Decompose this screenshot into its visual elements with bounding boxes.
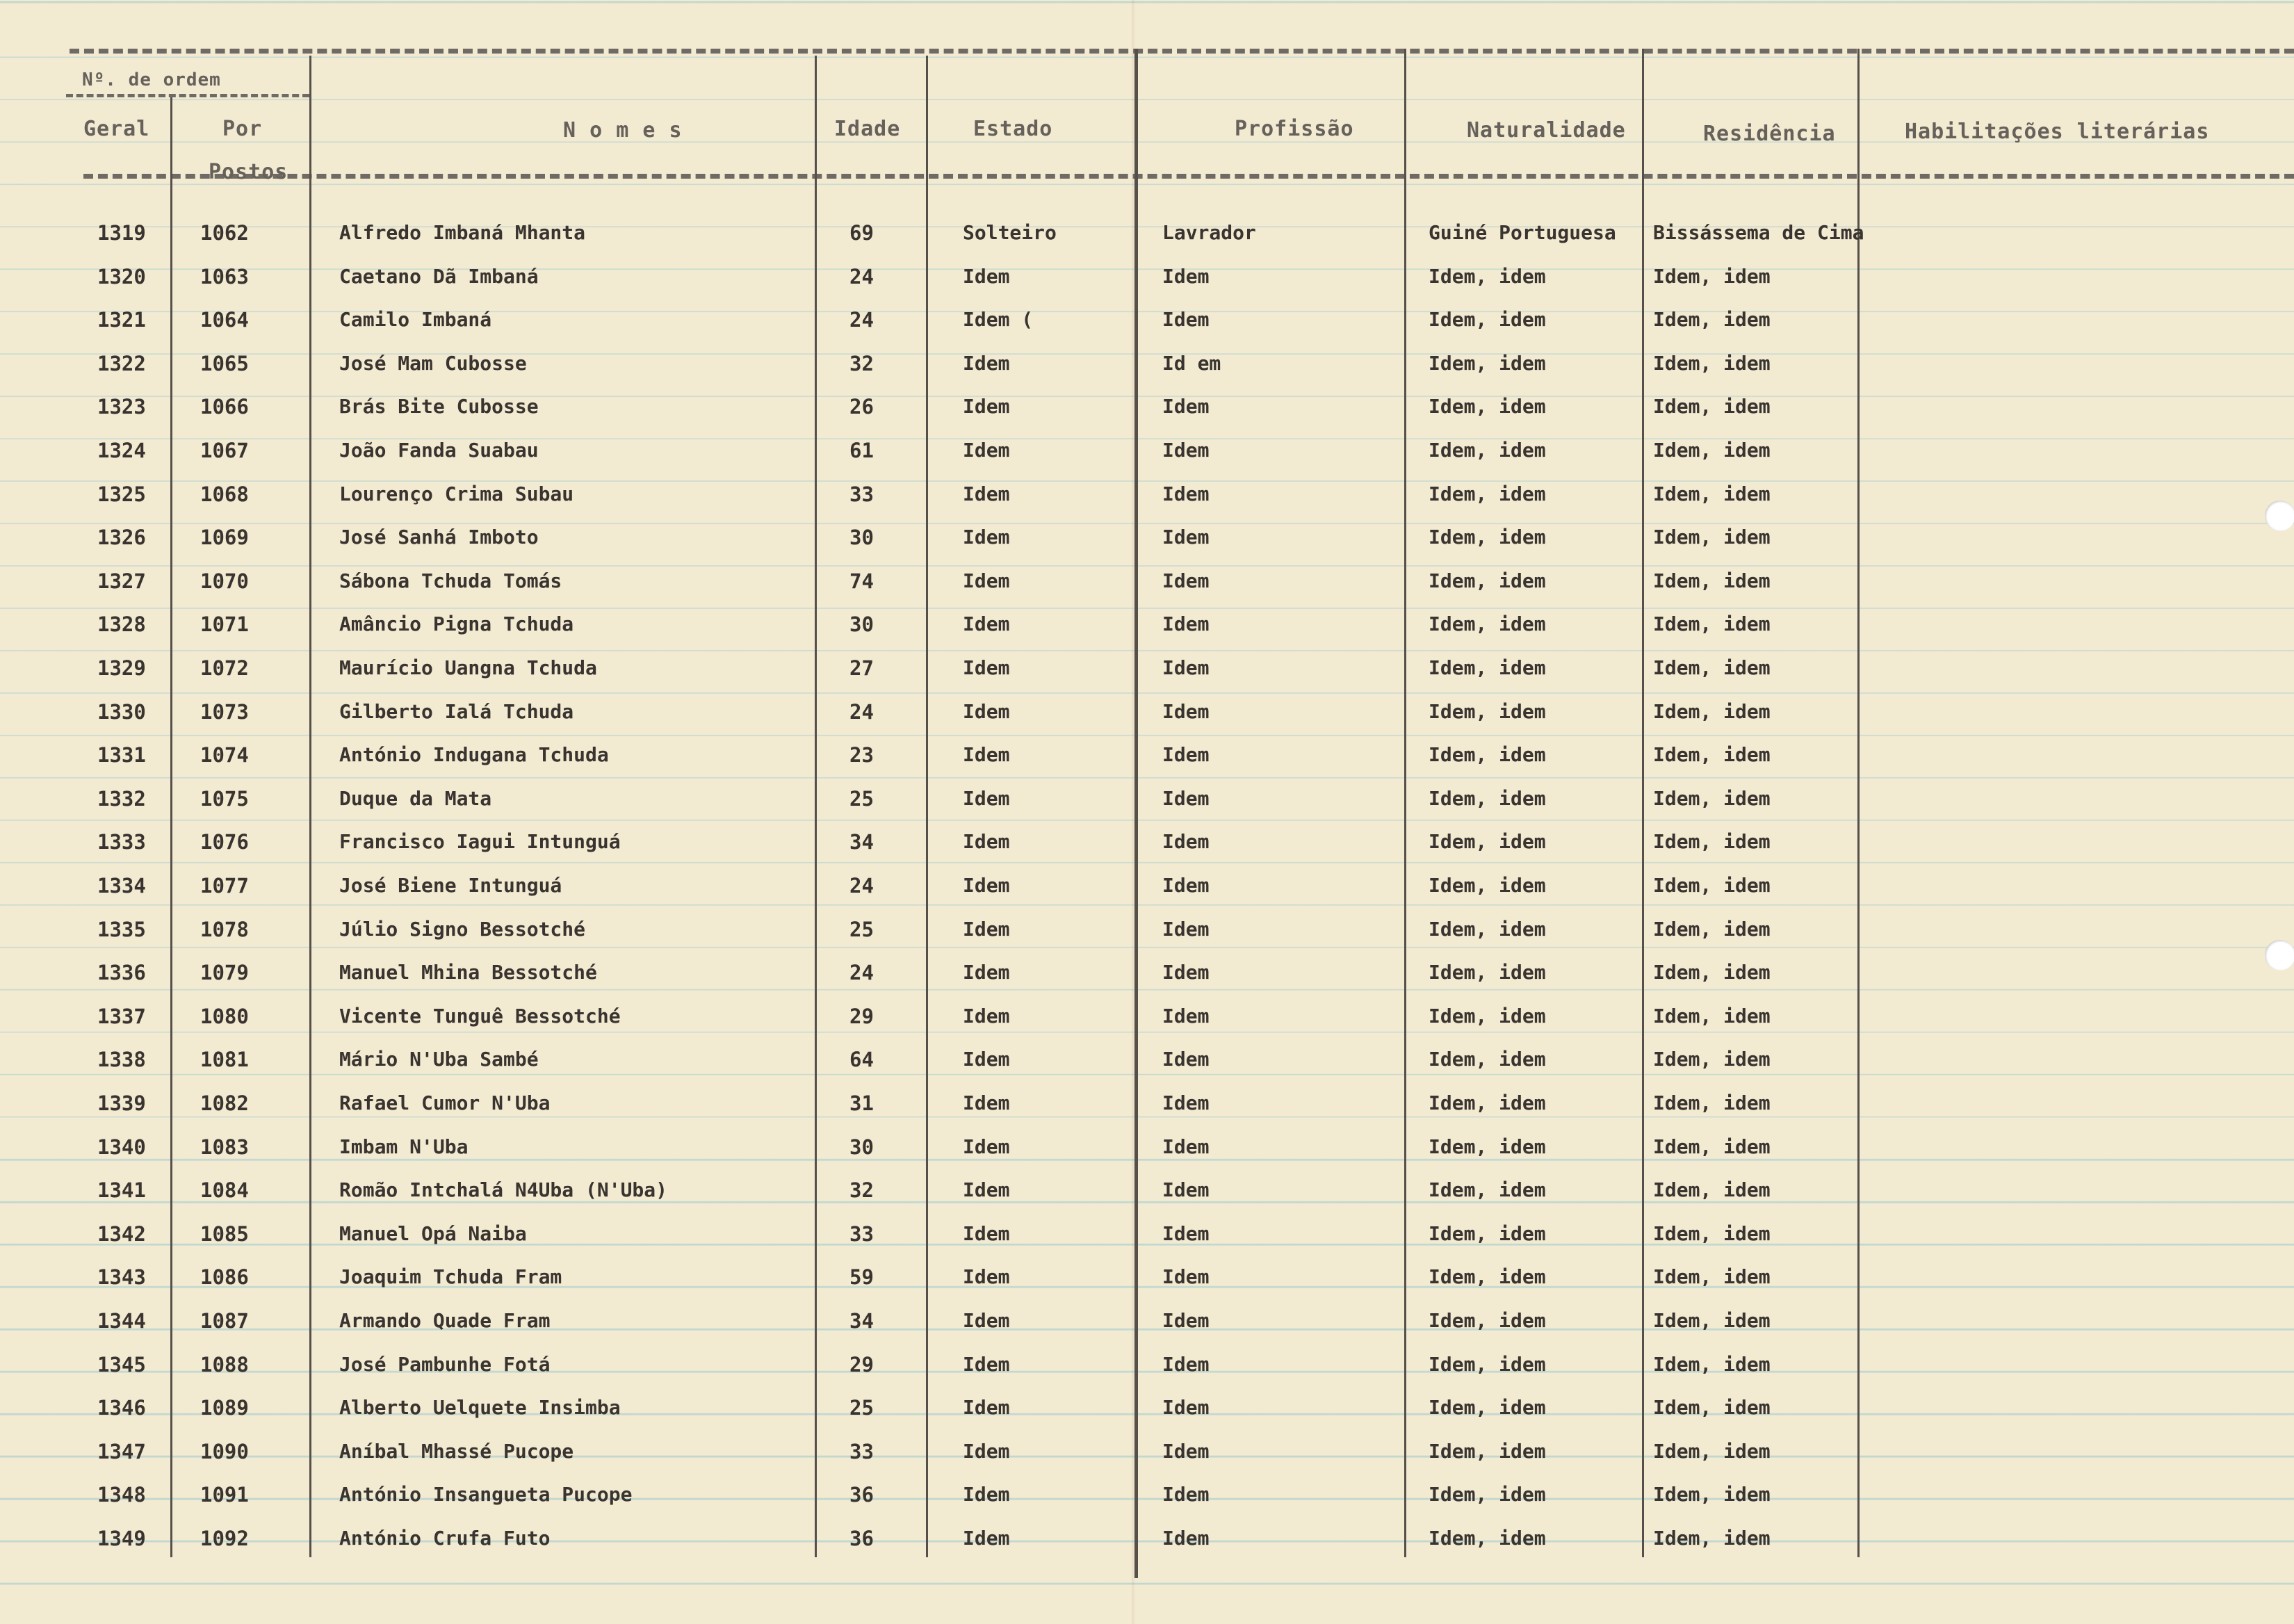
row-postos: 1067: [200, 439, 249, 462]
row-geral: 1342: [97, 1222, 146, 1246]
row-nome: José Biene Intunguá: [339, 874, 562, 897]
row-naturalidade: Guiné Portuguesa: [1429, 221, 1616, 244]
row-naturalidade: Idem, idem: [1429, 1091, 1546, 1114]
header-residencia: Residência: [1703, 122, 1836, 146]
row-geral: 1322: [97, 352, 146, 375]
row-profissao: Idem: [1162, 569, 1210, 592]
row-nome: Duque da Mata: [339, 787, 492, 810]
top-rule: [70, 49, 2294, 54]
row-nome: João Fanda Suabau: [339, 439, 539, 462]
row-profissao: Idem: [1162, 308, 1210, 331]
row-idade: 26: [849, 395, 874, 419]
row-estado: Idem: [963, 352, 1010, 375]
row-idade: 33: [849, 1440, 874, 1463]
row-residencia: Idem, idem: [1653, 612, 1771, 635]
row-nome: Mário N'Uba Sambé: [339, 1048, 539, 1071]
row-idade: 34: [849, 830, 874, 854]
row-estado: Idem: [963, 1135, 1010, 1158]
row-geral: 1333: [97, 830, 146, 854]
row-postos: 1085: [200, 1222, 249, 1246]
row-estado: Idem: [963, 1091, 1010, 1114]
row-naturalidade: Idem, idem: [1429, 1265, 1546, 1288]
row-nome: Alfredo Imbaná Mhanta: [339, 221, 586, 244]
row-geral: 1343: [97, 1265, 146, 1289]
row-idade: 24: [849, 265, 874, 289]
row-idade: 33: [849, 482, 874, 506]
row-postos: 1078: [200, 918, 249, 941]
row-profissao: Idem: [1162, 874, 1210, 897]
row-profissao: Idem: [1162, 1309, 1210, 1332]
row-estado: Idem: [963, 526, 1010, 549]
row-naturalidade: Idem, idem: [1429, 1135, 1546, 1158]
row-naturalidade: Idem, idem: [1429, 1440, 1546, 1463]
column-rule: [170, 97, 172, 1557]
row-estado: Idem: [963, 569, 1010, 592]
row-geral: 1321: [97, 308, 146, 332]
row-naturalidade: Idem, idem: [1429, 1396, 1546, 1419]
row-idade: 34: [849, 1309, 874, 1333]
header-bottom-rule: [83, 174, 2294, 179]
column-rule: [1642, 49, 1644, 1557]
row-profissao: Idem: [1162, 1353, 1210, 1376]
row-profissao: Idem: [1162, 1178, 1210, 1201]
row-profissao: Idem: [1162, 1265, 1210, 1288]
row-postos: 1091: [200, 1483, 249, 1507]
row-geral: 1330: [97, 700, 146, 724]
row-idade: 36: [849, 1483, 874, 1507]
row-idade: 29: [849, 1005, 874, 1028]
row-residencia: Idem, idem: [1653, 439, 1771, 462]
row-estado: Idem: [963, 1265, 1010, 1288]
row-residencia: Idem, idem: [1653, 743, 1771, 766]
row-naturalidade: Idem, idem: [1429, 1178, 1546, 1201]
header-por: Por: [222, 117, 263, 141]
row-residencia: Idem, idem: [1653, 1265, 1771, 1288]
row-profissao: Idem: [1162, 700, 1210, 723]
row-naturalidade: Idem, idem: [1429, 1483, 1546, 1506]
row-profissao: Idem: [1162, 656, 1210, 679]
row-estado: Idem: [963, 1178, 1010, 1201]
row-nome: Alberto Uelquete Insimba: [339, 1396, 621, 1419]
row-nome: Gilberto Ialá Tchuda: [339, 700, 574, 723]
row-idade: 30: [849, 526, 874, 549]
row-residencia: Idem, idem: [1653, 1048, 1771, 1071]
row-naturalidade: Idem, idem: [1429, 1048, 1546, 1071]
row-residencia: Idem, idem: [1653, 1483, 1771, 1506]
row-geral: 1323: [97, 395, 146, 419]
row-postos: 1083: [200, 1135, 249, 1159]
row-idade: 30: [849, 1135, 874, 1159]
row-nome: Júlio Signo Bessotché: [339, 918, 586, 941]
row-naturalidade: Idem, idem: [1429, 352, 1546, 375]
row-estado: Idem: [963, 830, 1010, 853]
row-estado: Idem: [963, 743, 1010, 766]
row-profissao: Idem: [1162, 1135, 1210, 1158]
row-estado: Idem: [963, 700, 1010, 723]
row-postos: 1089: [200, 1396, 249, 1420]
row-idade: 36: [849, 1527, 874, 1550]
row-naturalidade: Idem, idem: [1429, 787, 1546, 810]
row-nome: José Pambunhe Fotá: [339, 1353, 551, 1376]
row-profissao: Idem: [1162, 526, 1210, 549]
row-idade: 32: [849, 1178, 874, 1202]
row-residencia: Idem, idem: [1653, 787, 1771, 810]
row-profissao: Idem: [1162, 1483, 1210, 1506]
row-residencia: Idem, idem: [1653, 918, 1771, 941]
row-estado: Idem: [963, 1353, 1010, 1376]
row-postos: 1065: [200, 352, 249, 375]
row-nome: Vicente Tunguê Bessotché: [339, 1005, 621, 1028]
row-profissao: Idem: [1162, 395, 1210, 418]
row-postos: 1092: [200, 1527, 249, 1550]
row-geral: 1326: [97, 526, 146, 549]
row-nome: Caetano Dã Imbaná: [339, 265, 539, 288]
row-geral: 1348: [97, 1483, 146, 1507]
column-rule: [309, 56, 311, 1557]
row-profissao: Idem: [1162, 1091, 1210, 1114]
header-estado: Estado: [973, 117, 1053, 141]
row-naturalidade: Idem, idem: [1429, 482, 1546, 505]
row-geral: 1332: [97, 787, 146, 811]
row-postos: 1069: [200, 526, 249, 549]
row-postos: 1082: [200, 1091, 249, 1115]
column-rule: [926, 56, 928, 1557]
header-postos: Postos: [209, 160, 288, 184]
row-nome: António Indugana Tchuda: [339, 743, 609, 766]
row-estado: Idem: [963, 265, 1010, 288]
row-residencia: Idem, idem: [1653, 308, 1771, 331]
row-postos: 1063: [200, 265, 249, 289]
row-postos: 1064: [200, 308, 249, 332]
row-profissao: Idem: [1162, 830, 1210, 853]
row-profissao: Idem: [1162, 1396, 1210, 1419]
row-nome: Armando Quade Fram: [339, 1309, 551, 1332]
row-geral: 1349: [97, 1527, 146, 1550]
row-postos: 1062: [200, 221, 249, 245]
row-residencia: Idem, idem: [1653, 1396, 1771, 1419]
row-profissao: Idem: [1162, 1527, 1210, 1550]
row-estado: Idem: [963, 1309, 1010, 1332]
row-postos: 1077: [200, 874, 249, 898]
row-residencia: Idem, idem: [1653, 482, 1771, 505]
row-estado: Idem: [963, 482, 1010, 505]
row-nome: António Crufa Futo: [339, 1527, 551, 1550]
row-nome: Sábona Tchuda Tomás: [339, 569, 562, 592]
row-estado: Idem: [963, 395, 1010, 418]
row-geral: 1338: [97, 1048, 146, 1071]
row-idade: 59: [849, 1265, 874, 1289]
row-residencia: Idem, idem: [1653, 1527, 1771, 1550]
row-geral: 1325: [97, 482, 146, 506]
row-nome: Maurício Uangna Tchuda: [339, 656, 597, 679]
row-nome: José Sanhá Imboto: [339, 526, 539, 549]
row-residencia: Idem, idem: [1653, 1353, 1771, 1376]
row-profissao: Idem: [1162, 918, 1210, 941]
column-rule: [1134, 49, 1138, 1578]
row-estado: Idem: [963, 1222, 1010, 1245]
row-postos: 1068: [200, 482, 249, 506]
row-estado: Idem: [963, 1440, 1010, 1463]
order-group-rule: [66, 94, 309, 97]
row-nome: Manuel Opá Naiba: [339, 1222, 527, 1245]
row-residencia: Idem, idem: [1653, 569, 1771, 592]
row-postos: 1072: [200, 656, 249, 680]
row-naturalidade: Idem, idem: [1429, 395, 1546, 418]
row-profissao: Idem: [1162, 743, 1210, 766]
row-nome: Camilo Imbaná: [339, 308, 492, 331]
row-estado: Idem: [963, 1483, 1010, 1506]
row-idade: 25: [849, 918, 874, 941]
row-residencia: Idem, idem: [1653, 961, 1771, 984]
header-geral: Geral: [83, 117, 150, 141]
row-idade: 25: [849, 787, 874, 811]
row-naturalidade: Idem, idem: [1429, 918, 1546, 941]
row-profissao: Lavrador: [1162, 221, 1256, 244]
row-geral: 1340: [97, 1135, 146, 1159]
header-order-number: Nº. de ordem: [82, 70, 221, 90]
row-nome: Amâncio Pigna Tchuda: [339, 612, 574, 635]
row-naturalidade: Idem, idem: [1429, 1005, 1546, 1028]
row-estado: Idem: [963, 1396, 1010, 1419]
row-naturalidade: Idem, idem: [1429, 439, 1546, 462]
row-residencia: Idem, idem: [1653, 1135, 1771, 1158]
row-postos: 1080: [200, 1005, 249, 1028]
row-idade: 61: [849, 439, 874, 462]
row-profissao: Id em: [1162, 352, 1221, 375]
row-geral: 1319: [97, 221, 146, 245]
row-residencia: Idem, idem: [1653, 265, 1771, 288]
row-naturalidade: Idem, idem: [1429, 656, 1546, 679]
row-postos: 1084: [200, 1178, 249, 1202]
row-residencia: Idem, idem: [1653, 700, 1771, 723]
row-estado: Solteiro: [963, 221, 1057, 244]
row-geral: 1328: [97, 612, 146, 636]
punch-hole: [2265, 940, 2294, 971]
row-postos: 1076: [200, 830, 249, 854]
header-naturalidade: Naturalidade: [1467, 118, 1626, 143]
row-idade: 25: [849, 1396, 874, 1420]
row-idade: 29: [849, 1353, 874, 1377]
row-geral: 1329: [97, 656, 146, 680]
row-postos: 1088: [200, 1353, 249, 1377]
row-residencia: Idem, idem: [1653, 874, 1771, 897]
row-naturalidade: Idem, idem: [1429, 265, 1546, 288]
row-estado: Idem: [963, 874, 1010, 897]
header-nomes: N o m e s: [563, 118, 683, 143]
header-habilitacoes: Habilitações literárias: [1905, 120, 2210, 144]
row-geral: 1320: [97, 265, 146, 289]
row-profissao: Idem: [1162, 612, 1210, 635]
row-residencia: Idem, idem: [1653, 1091, 1771, 1114]
row-geral: 1339: [97, 1091, 146, 1115]
row-naturalidade: Idem, idem: [1429, 1222, 1546, 1245]
row-postos: 1079: [200, 961, 249, 984]
row-nome: Manuel Mhina Bessotché: [339, 961, 597, 984]
row-geral: 1327: [97, 569, 146, 593]
row-geral: 1331: [97, 743, 146, 767]
row-idade: 33: [849, 1222, 874, 1246]
row-postos: 1073: [200, 700, 249, 724]
row-postos: 1070: [200, 569, 249, 593]
row-residencia: Idem, idem: [1653, 526, 1771, 549]
row-naturalidade: Idem, idem: [1429, 700, 1546, 723]
row-profissao: Idem: [1162, 787, 1210, 810]
row-nome: António Insangueta Pucope: [339, 1483, 633, 1506]
row-idade: 23: [849, 743, 874, 767]
row-idade: 32: [849, 352, 874, 375]
row-postos: 1074: [200, 743, 249, 767]
row-geral: 1344: [97, 1309, 146, 1333]
row-naturalidade: Idem, idem: [1429, 1527, 1546, 1550]
row-nome: Joaquim Tchuda Fram: [339, 1265, 562, 1288]
row-naturalidade: Idem, idem: [1429, 1353, 1546, 1376]
row-naturalidade: Idem, idem: [1429, 569, 1546, 592]
row-profissao: Idem: [1162, 482, 1210, 505]
row-geral: 1334: [97, 874, 146, 898]
row-naturalidade: Idem, idem: [1429, 612, 1546, 635]
row-idade: 31: [849, 1091, 874, 1115]
row-estado: Idem: [963, 961, 1010, 984]
row-estado: Idem: [963, 439, 1010, 462]
row-postos: 1090: [200, 1440, 249, 1463]
row-geral: 1345: [97, 1353, 146, 1377]
column-rule: [815, 56, 817, 1557]
row-naturalidade: Idem, idem: [1429, 1309, 1546, 1332]
row-profissao: Idem: [1162, 265, 1210, 288]
row-estado: Idem: [963, 656, 1010, 679]
row-postos: 1081: [200, 1048, 249, 1071]
row-residencia: Idem, idem: [1653, 395, 1771, 418]
row-nome: Francisco Iagui Intunguá: [339, 830, 621, 853]
row-nome: Rafael Cumor N'Uba: [339, 1091, 551, 1114]
row-estado: Idem (: [963, 308, 1034, 331]
row-estado: Idem: [963, 1527, 1010, 1550]
column-rule: [1857, 49, 1860, 1557]
row-nome: Lourenço Crima Subau: [339, 482, 574, 505]
row-estado: Idem: [963, 1005, 1010, 1028]
row-naturalidade: Idem, idem: [1429, 961, 1546, 984]
row-geral: 1346: [97, 1396, 146, 1420]
row-geral: 1341: [97, 1178, 146, 1202]
row-residencia: Idem, idem: [1653, 1222, 1771, 1245]
row-residencia: Idem, idem: [1653, 352, 1771, 375]
row-profissao: Idem: [1162, 961, 1210, 984]
row-idade: 30: [849, 612, 874, 636]
row-idade: 24: [849, 308, 874, 332]
row-profissao: Idem: [1162, 1048, 1210, 1071]
row-residencia: Bissássema de Cima: [1653, 221, 1864, 244]
row-nome: Aníbal Mhassé Pucope: [339, 1440, 574, 1463]
row-estado: Idem: [963, 918, 1010, 941]
row-residencia: Idem, idem: [1653, 1440, 1771, 1463]
row-estado: Idem: [963, 612, 1010, 635]
row-nome: Imbam N'Uba: [339, 1135, 469, 1158]
row-naturalidade: Idem, idem: [1429, 308, 1546, 331]
row-postos: 1086: [200, 1265, 249, 1289]
row-geral: 1336: [97, 961, 146, 984]
row-postos: 1075: [200, 787, 249, 811]
row-idade: 24: [849, 700, 874, 724]
row-residencia: Idem, idem: [1653, 1178, 1771, 1201]
row-geral: 1337: [97, 1005, 146, 1028]
row-profissao: Idem: [1162, 439, 1210, 462]
row-postos: 1066: [200, 395, 249, 419]
row-profissao: Idem: [1162, 1440, 1210, 1463]
row-residencia: Idem, idem: [1653, 1309, 1771, 1332]
row-idade: 74: [849, 569, 874, 593]
row-nome: Brás Bite Cubosse: [339, 395, 539, 418]
row-estado: Idem: [963, 1048, 1010, 1071]
row-naturalidade: Idem, idem: [1429, 743, 1546, 766]
row-postos: 1087: [200, 1309, 249, 1333]
header-profissao: Profissão: [1235, 117, 1354, 141]
header-idade: Idade: [834, 117, 901, 141]
row-geral: 1324: [97, 439, 146, 462]
row-profissao: Idem: [1162, 1005, 1210, 1028]
row-residencia: Idem, idem: [1653, 830, 1771, 853]
row-profissao: Idem: [1162, 1222, 1210, 1245]
row-nome: José Mam Cubosse: [339, 352, 527, 375]
row-idade: 24: [849, 874, 874, 898]
row-residencia: Idem, idem: [1653, 1005, 1771, 1028]
row-geral: 1347: [97, 1440, 146, 1463]
row-naturalidade: Idem, idem: [1429, 874, 1546, 897]
row-naturalidade: Idem, idem: [1429, 526, 1546, 549]
row-idade: 69: [849, 221, 874, 245]
punch-hole: [2265, 501, 2294, 531]
row-postos: 1071: [200, 612, 249, 636]
row-idade: 24: [849, 961, 874, 984]
row-estado: Idem: [963, 787, 1010, 810]
row-idade: 27: [849, 656, 874, 680]
row-idade: 64: [849, 1048, 874, 1071]
row-geral: 1335: [97, 918, 146, 941]
column-rule: [1404, 49, 1406, 1557]
row-residencia: Idem, idem: [1653, 656, 1771, 679]
row-naturalidade: Idem, idem: [1429, 830, 1546, 853]
row-nome: Romão Intchalá N4Uba (N'Uba): [339, 1178, 668, 1201]
